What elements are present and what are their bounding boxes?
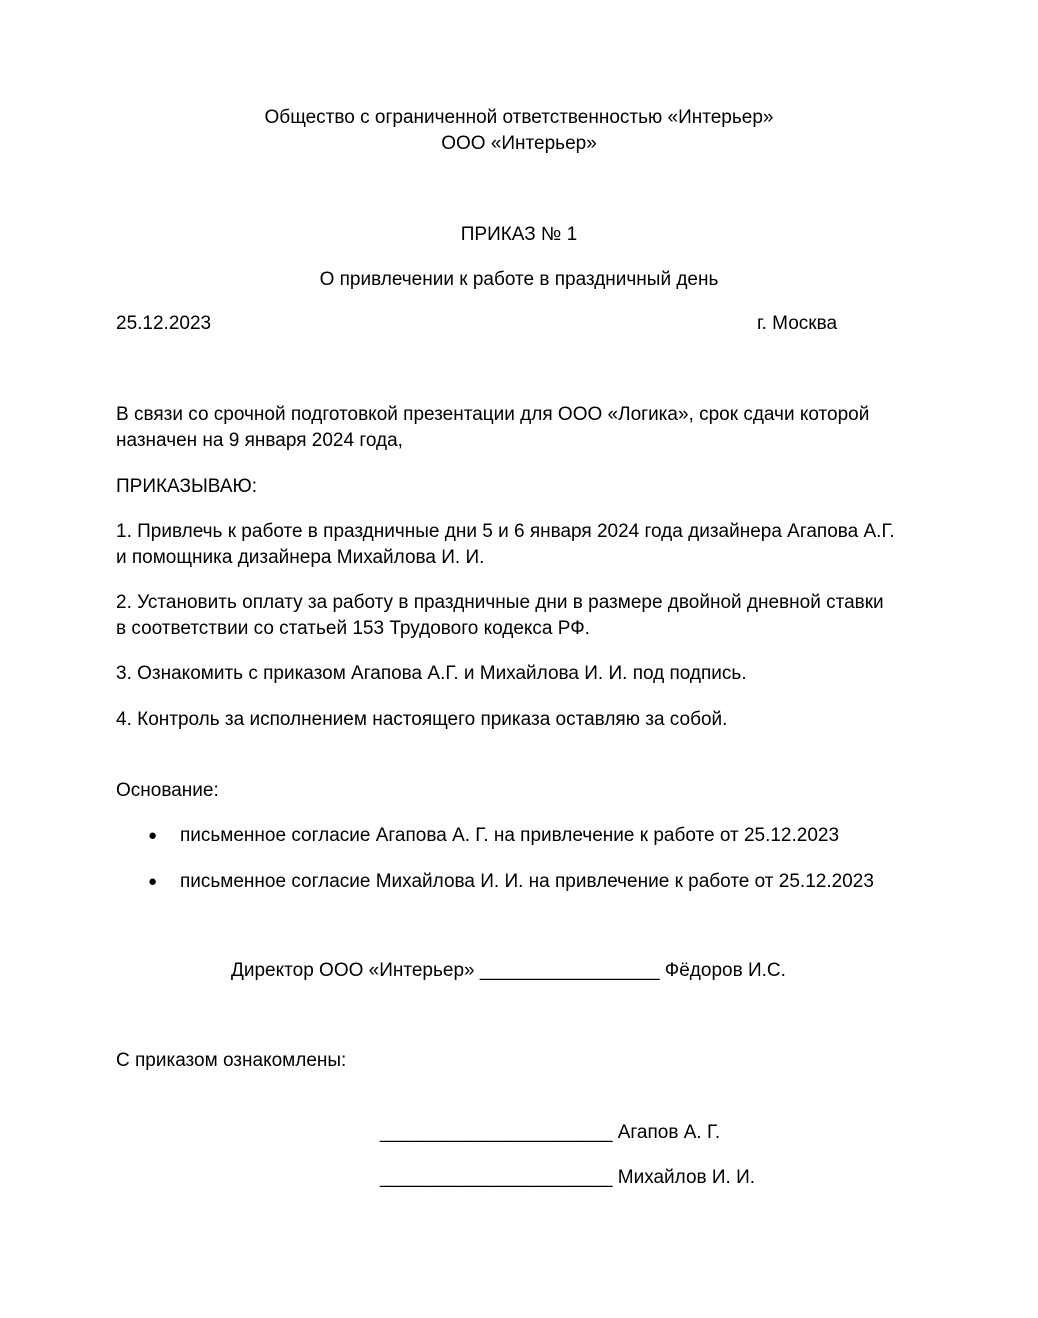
basis-label: Основание:	[116, 780, 219, 801]
intro-line-1: В связи со срочной подготовкой презентации для ООО «Логика», срок сдачи которой	[116, 404, 870, 425]
order-item-1-line-1: 1. Привлечь к работе в праздничные дни 5 и 6 января 2024 года дизайнера Агапова А.Г.	[116, 521, 895, 542]
director-signature-line: Директор ООО «Интерьер» _________________ Фёдоров И.С.	[231, 960, 786, 981]
basis-item-1: письменное согласие Агапова А. Г. на привлечение к работе от 25.12.2023	[180, 825, 840, 846]
order-item-1-line-2: и помощника дизайнера Михайлова И. И.	[116, 547, 485, 568]
order-title: ПРИКАЗ № 1	[460, 224, 578, 245]
bullet-icon: ●	[148, 873, 158, 890]
order-city: г. Москва	[757, 313, 838, 334]
order-date: 25.12.2023	[116, 313, 212, 334]
order-word: ПРИКАЗЫВАЮ:	[116, 476, 257, 497]
org-full-name: Общество с ограниченной ответственностью «Интерьер»	[264, 107, 774, 128]
signer-line-mikhailov: ______________________ Михайлов И. И.	[380, 1167, 756, 1188]
order-item-3: 3. Ознакомить с приказом Агапова А.Г. и Михайлова И. И. под подпись.	[116, 663, 747, 684]
intro-line-2: назначен на 9 января 2024 года,	[116, 430, 403, 451]
bullet-icon: ●	[148, 827, 158, 844]
order-subject: О привлечении к работе в праздничный день	[319, 269, 719, 290]
acknowledgment-label: С приказом ознакомлены:	[116, 1050, 347, 1071]
order-item-2-line-2: в соответствии со статьей 153 Трудового кодекса РФ.	[116, 618, 590, 639]
basis-item-2: письменное согласие Михайлова И. И. на привлечение к работе от 25.12.2023	[180, 871, 874, 892]
signer-line-agapov: ______________________ Агапов А. Г.	[380, 1122, 721, 1143]
order-item-4: 4. Контроль за исполнением настоящего приказа оставляю за собой.	[116, 709, 728, 730]
org-short-name: ООО «Интерьер»	[441, 133, 597, 154]
order-item-2-line-1: 2. Установить оплату за работу в праздничные дни в размере двойной дневной ставки	[116, 592, 884, 613]
